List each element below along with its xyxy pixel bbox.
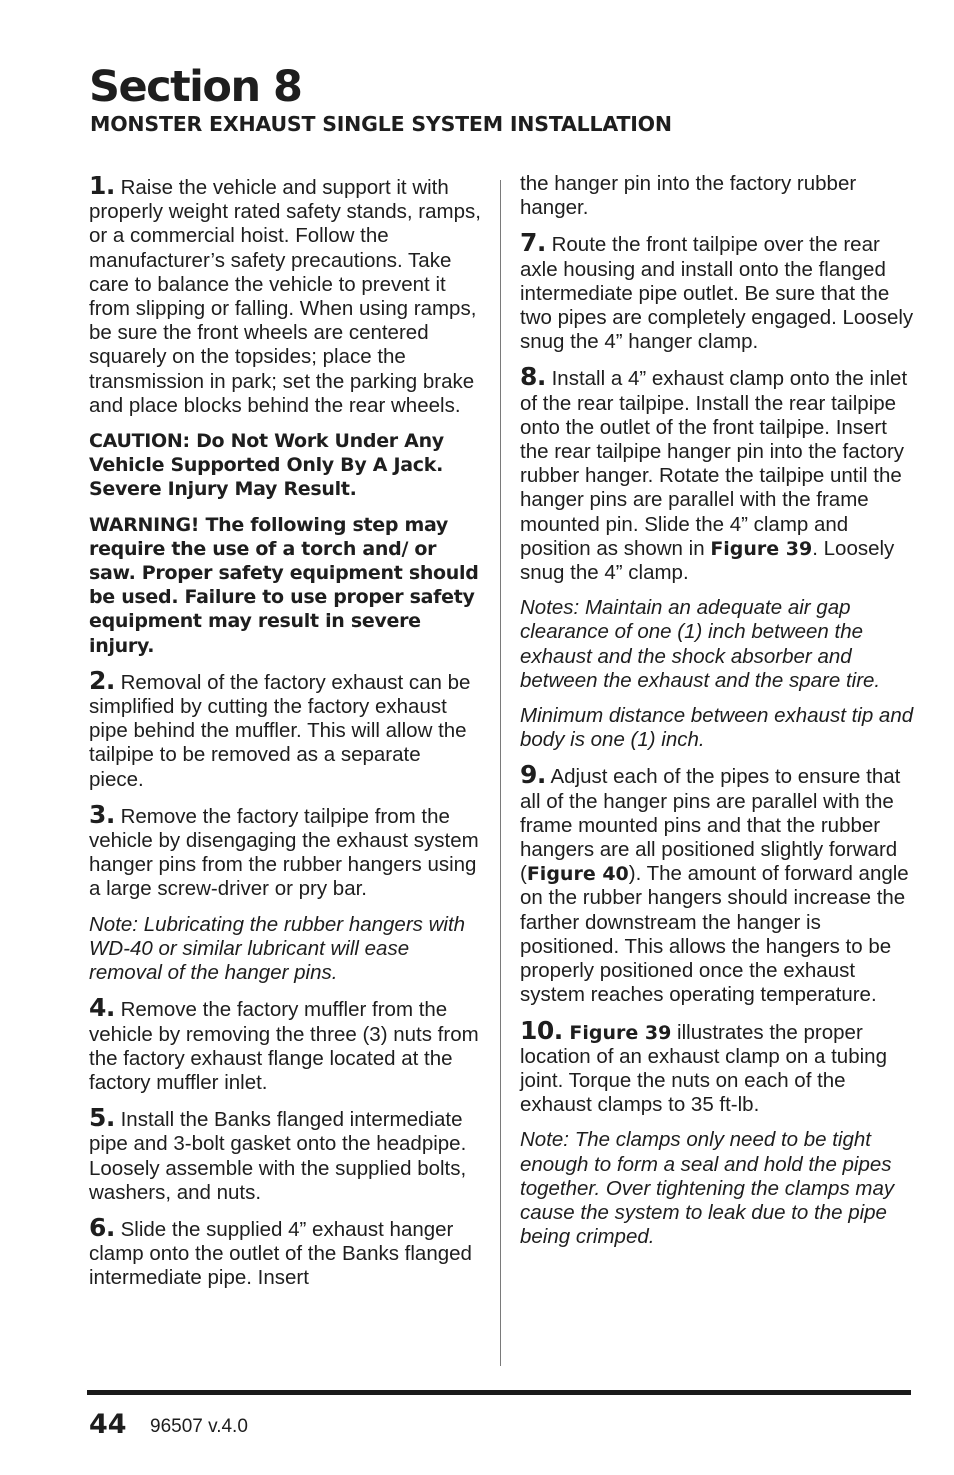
step-number: 4. [89, 993, 115, 1023]
step-9 [520, 760, 916, 1007]
step-2 [89, 665, 481, 792]
section-title: Section 8 [89, 62, 302, 112]
step-3 [89, 799, 481, 902]
step-number: 10. [520, 1015, 563, 1045]
column-divider [500, 180, 501, 1366]
step-10 [520, 1015, 916, 1118]
figure-reference: Figure 39 [710, 537, 813, 560]
step-number: 5. [89, 1103, 115, 1133]
step-number: 6. [89, 1212, 115, 1242]
step-number: 2. [89, 665, 115, 695]
step-number: 3. [89, 799, 115, 829]
step-6 [89, 1212, 481, 1291]
left-column [89, 171, 481, 1302]
figure-reference: Figure 40 [526, 863, 629, 886]
step-5 [89, 1103, 481, 1205]
step-text: Removal of the factory exhaust can be simplified by cutting the factory exhaust pipe behind the muffler. This will allow the tailpipe to be removed as a separate piece. [89, 670, 471, 791]
note-min-distance: Minimum distance between exhaust tip and body is one (1) inch. [520, 704, 914, 752]
step-text: Remove the factory tailpipe from the vehicle by disengaging the exhaust system hanger pins from the rubber hangers using a large screw-driver or pry bar. [89, 804, 479, 901]
step-text: Remove the factory muffler from the vehicle by removing the three (3) nuts from the factory exhaust flange located at the factory muffler inlet. [89, 998, 479, 1094]
page-number: 44 [89, 1409, 127, 1440]
step-8 [520, 362, 916, 585]
step-text: . Loosely snug the 4” clamp. [520, 536, 895, 585]
step-6-continued: the hanger pin into the factory rubber hanger. [520, 172, 857, 220]
step-number: 8. [520, 362, 546, 392]
step-number: 7. [520, 228, 546, 258]
step-text: Install a 4” exhaust clamp onto the inlet of the rear tailpipe. Install the rear tailpipe onto the outlet of the front tailpipe. Insert the rear tailpipe hanger pin into the factory rubber hanger. Rotate the tailpipe until the hanger pins are parallel with the frame mounted pin. Slide the 4” clamp and position as shown in [520, 367, 908, 560]
step-text: Route the front tailpipe over the rear axle housing and install onto the flanged intermediate pipe outlet. Be sure that the two pipes are completely engaged. Loosely snug the 4” hanger clamp. [520, 233, 914, 354]
document-version: 96507 v.4.0 [150, 1416, 248, 1437]
step-number: 1. [89, 171, 115, 200]
step-text: Raise the vehicle and support it with properly weight rated safety stands, ramps, or a commercial hoist. Follow the manufacturer’s safety precautions. Take care to balance the vehicle to prevent it from slipping or falling. When using ramps, be sure the front wheels are centered squarely on the topsides; place the transmission in park; set the parking brake and place blocks behind the rear wheels. [89, 176, 481, 417]
step-text: Slide the supplied 4” exhaust hanger clamp onto the outlet of the Banks flanged intermediate pipe. Insert [89, 1217, 472, 1290]
step-text: Install the Banks flanged intermediate pipe and 3-bolt gasket onto the headpipe. Loosely assemble with the supplied bolts, washers, and nuts. [89, 1108, 467, 1204]
step-4 [89, 993, 481, 1095]
step-7 [520, 228, 916, 354]
caution-text: CAUTION: Do Not Work Under Any Vehicle Supported Only By A Jack. Severe Injury May Result. [89, 430, 444, 501]
step-1 [89, 171, 481, 418]
warning-text: WARNING! The following step may require the use of a torch and/ or saw. Proper safety equipment should be used. Failure to use proper safety equipment may result in severe injury. [89, 513, 479, 657]
step-text: ). The amount of forward angle on the rubber hangers should increase the farther downstream the hanger is positioned. This allows the hangers to be properly positioned once the exhaust system reaches operating temperature. [520, 862, 909, 1007]
step-text: illustrates the proper location of an exhaust clamp on a tubing joint. Torque the nuts on each of the exhaust clamps to 35 ft-lb. [520, 1020, 887, 1117]
footer-rule [87, 1390, 911, 1395]
note-air-gap: Notes: Maintain an adequate air gap clearance of one (1) inch between the exhaust and the shock absorber and between the exhaust and the spare tire. [520, 596, 881, 692]
section-subtitle: MONSTER EXHAUST SINGLE SYSTEM INSTALLATION [90, 112, 672, 136]
step-text: Adjust each of the pipes to ensure that all of the hanger pins are parallel with the frame mounted pins and that the rubber hangers are all positioned slightly forward ( [520, 765, 901, 886]
right-column [520, 172, 916, 1260]
figure-reference: Figure 39 [562, 1021, 672, 1044]
note-lubricating: Note: Lubricating the rubber hangers with WD-40 or similar lubricant will ease removal of the hanger pins. [89, 912, 466, 985]
note-clamps: Note: The clamps only need to be tight enough to form a seal and hold the pipes together. Over tightening the clamps may cause the system to leak due to the pipe being crimped. [520, 1128, 895, 1249]
step-number: 9. [520, 760, 546, 790]
